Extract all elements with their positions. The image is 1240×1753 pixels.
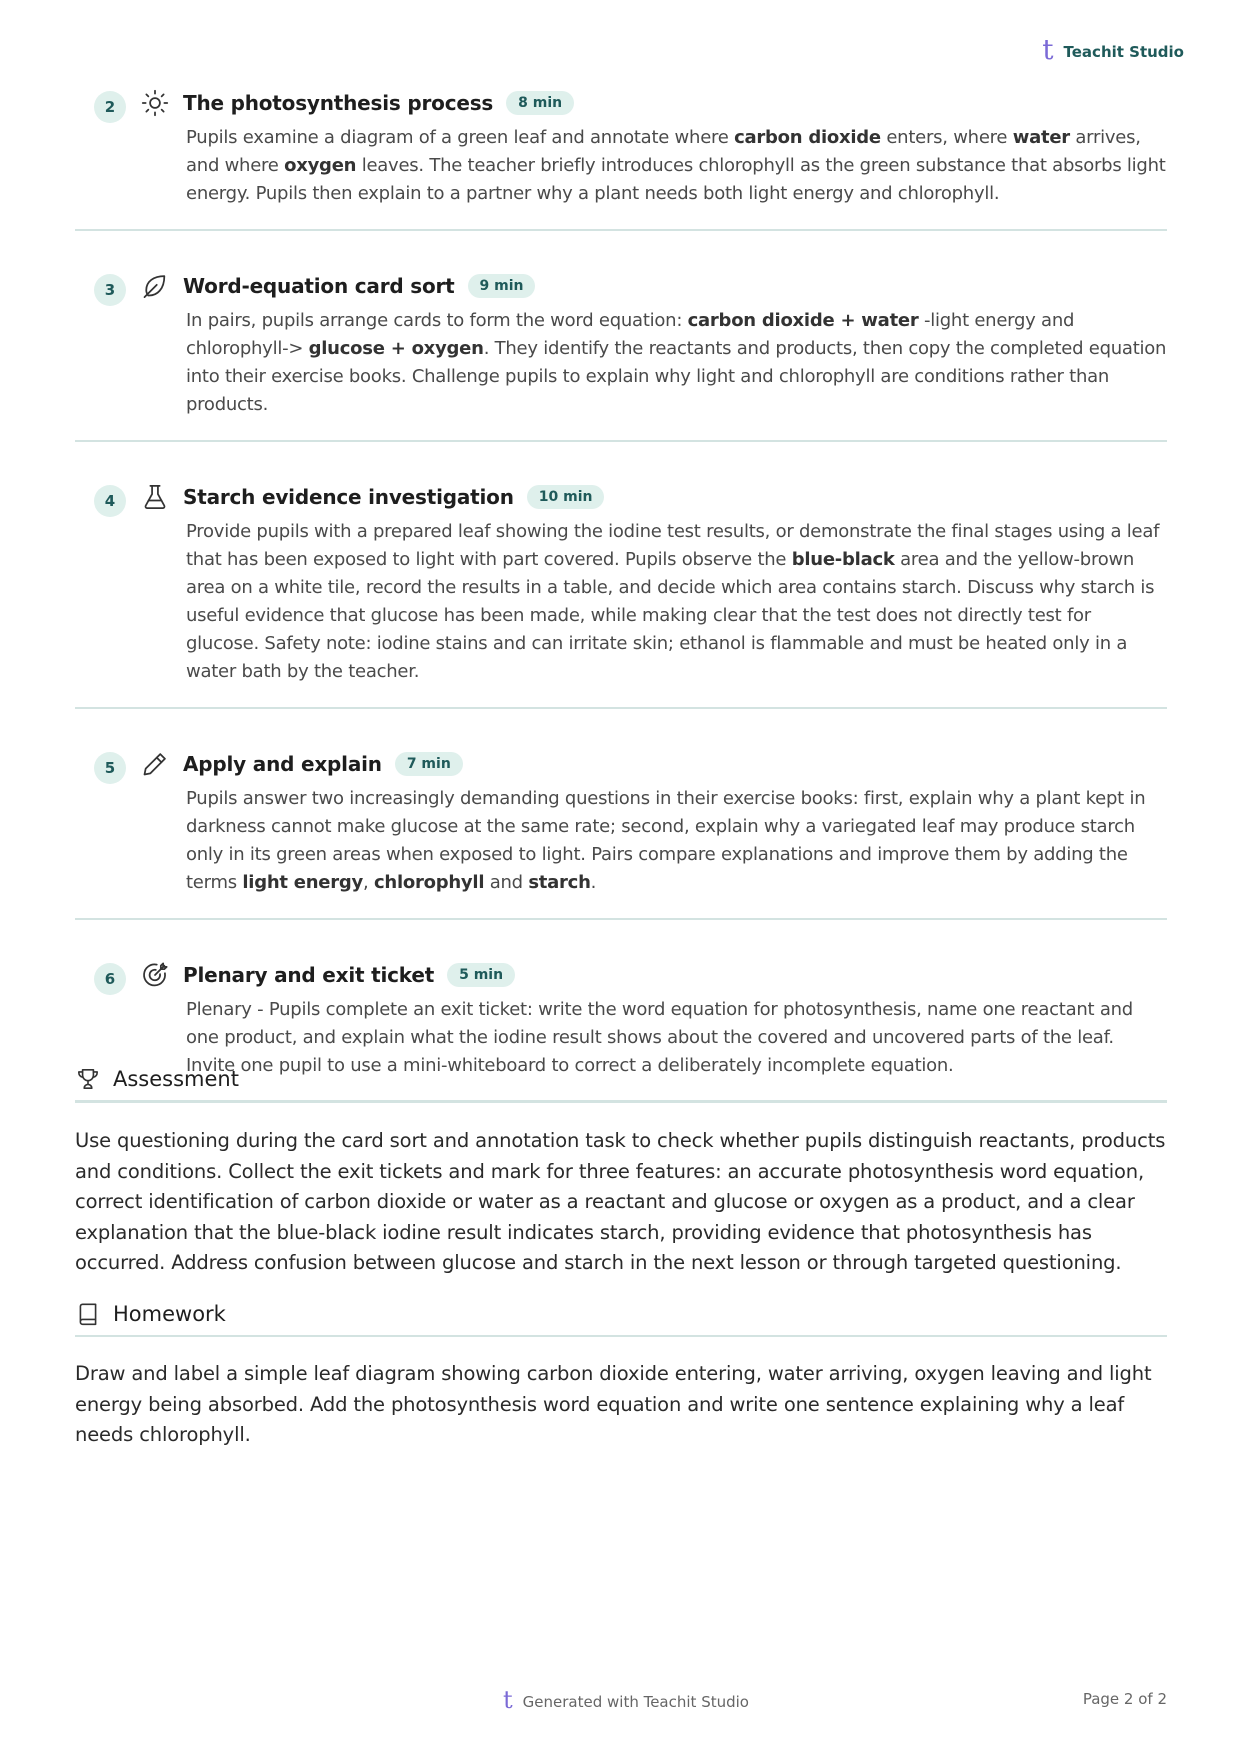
lesson-step <box>75 86 1167 231</box>
homework-text: Draw and label a simple leaf diagram showing carbon dioxide entering, water arriving, oxygen leaving and light energy being absorbed. Add the photosynthesis word equation and write one sentence explaining why a leaf needs chlorophyll. <box>75 1362 1152 1446</box>
key-term: oxygen <box>284 155 357 176</box>
key-term: light energy <box>242 872 363 893</box>
step-title: Starch evidence investigation <box>183 485 514 509</box>
teachit-logo-icon: t <box>1042 33 1054 66</box>
body-text: and <box>484 872 529 893</box>
body-text: . They identify the reactants and products, then copy the completed equation into their exercise books. Challenge pupils to explain why light and chlorophyll are conditions rather than products. <box>186 338 1167 415</box>
key-term: blue-black <box>791 549 895 570</box>
duration-badge: 10 min <box>527 485 605 509</box>
lesson-steps <box>75 86 1167 1141</box>
step-title: Plenary and exit ticket <box>183 963 435 987</box>
key-term: glucose + oxygen <box>308 338 484 359</box>
duration-badge: 5 min <box>447 963 515 987</box>
lesson-step <box>75 480 1167 709</box>
homework-heading <box>75 1301 1167 1337</box>
lesson-step <box>75 747 1167 920</box>
body-text: Provide pupils with a prepared leaf showing the iodine test results, or demonstrate the final stages using a leaf that has been exposed to light with part covered. Pupils observe the <box>186 521 1160 570</box>
duration-badge: 9 min <box>468 274 536 298</box>
footer-generated <box>503 1686 749 1714</box>
body-text: Pupils examine a diagram of a green leaf and annotate where <box>186 127 735 148</box>
teachit-logo-icon: t <box>503 1686 513 1714</box>
step-number: 6 <box>94 963 126 995</box>
step-number: 4 <box>94 485 126 517</box>
duration-badge: 8 min <box>506 91 574 115</box>
body-text: enters, where <box>880 127 1013 148</box>
lesson-step <box>75 269 1167 442</box>
step-number: 2 <box>94 91 126 123</box>
step-title: The photosynthesis process <box>183 91 494 115</box>
assessment-heading <box>75 1066 1167 1102</box>
body-text: . <box>590 872 597 893</box>
step-description <box>186 518 1167 686</box>
brand-name: Teachit Studio <box>1063 43 1184 61</box>
step-title: Apply and explain <box>183 752 382 776</box>
step-description <box>186 124 1167 208</box>
step-number: 3 <box>94 274 126 306</box>
brand <box>1042 33 1184 66</box>
duration-badge: 7 min <box>395 752 463 776</box>
key-term: carbon dioxide + water <box>687 310 919 331</box>
book-icon <box>75 1301 101 1327</box>
pencil-icon <box>140 749 170 779</box>
key-term: chlorophyll <box>373 872 485 893</box>
trophy-icon <box>75 1066 101 1092</box>
leaf-icon <box>140 271 170 301</box>
target-icon <box>140 960 170 990</box>
body-text: Plenary - Pupils complete an exit ticket: write the word equation for photosynthesis, name one reactant and one product, and explain what the iodine result shows about the covered and uncovered parts of the leaf. Invite one pupil to use a mini-whiteboard to correct a deliberately incomplete equation. <box>186 999 1133 1076</box>
generated-label: Generated with Teachit Studio <box>522 1693 749 1711</box>
body-text: , <box>363 872 374 893</box>
step-description <box>186 307 1167 419</box>
body-text: area and the yellow-brown area on a white tile, record the results in a table, and decide which area contains starch. Discuss why starch is useful evidence that glucose has been made, while making clear that the test does not directly test for glucose. Safety note: iodine stains and can irritate skin; ethanol is flammable and must be heated only in a water bath by the teacher. <box>186 549 1155 682</box>
key-term: water <box>1012 127 1070 148</box>
body-text: Pupils answer two increasingly demanding questions in their exercise books: first, explain why a plant kept in darkness cannot make glucose at the same rate; second, explain why a variegated leaf may produce starch only in its green areas when exposed to light. Pairs compare explanations and improve them by adding the terms <box>186 788 1146 893</box>
assessment-text: Use questioning during the card sort and annotation task to check whether pupils distinguish reactants, products and conditions. Collect the exit tickets and mark for three features: an accurate photosynthesis word equation, correct identification of carbon dioxide or water as a reactant and glucose or oxygen as a product, and a clear explanation that the blue-black iodine result indicates starch, providing evidence that photosynthesis has occurred. Address confusion between glucose and starch in the next lesson or through targeted questioning. <box>75 1129 1166 1274</box>
body-text: -light energy and chlorophyll-> <box>186 310 1075 359</box>
sun-icon <box>140 88 170 118</box>
page-number: Page 2 of 2 <box>1082 1690 1167 1708</box>
homework-title: Homework <box>113 1302 226 1326</box>
body-text: arrives, and where <box>186 127 1141 176</box>
flask-icon <box>140 482 170 512</box>
key-term: carbon dioxide <box>734 127 881 148</box>
assessment-title: Assessment <box>113 1067 239 1091</box>
body-text: In pairs, pupils arrange cards to form the word equation: <box>186 310 688 331</box>
step-title: Word-equation card sort <box>183 274 455 298</box>
key-term: starch <box>528 872 591 893</box>
step-description <box>186 785 1167 897</box>
body-text: leaves. The teacher briefly introduces chlorophyll as the green substance that absorbs light energy. Pupils then explain to a partner why a plant needs both light energy and chlorophyll. <box>186 155 1166 204</box>
step-number: 5 <box>94 752 126 784</box>
